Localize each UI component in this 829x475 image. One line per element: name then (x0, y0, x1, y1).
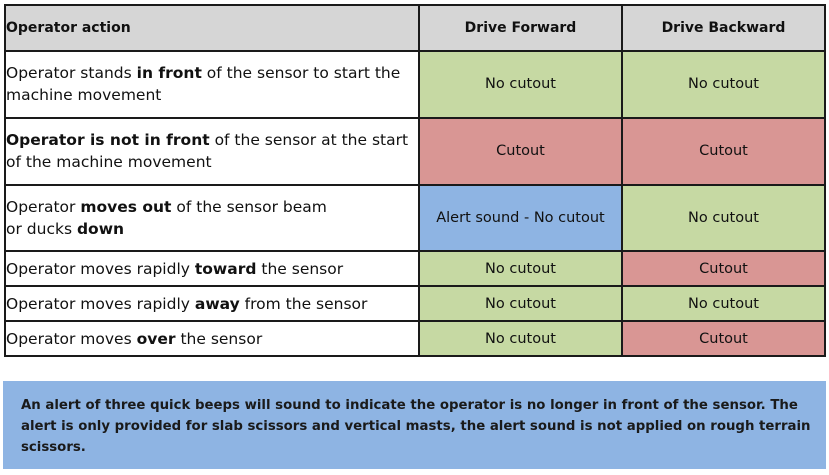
forward-result-cell: No cutout (419, 321, 622, 356)
table-row (5, 185, 825, 252)
action-bold-text: over (136, 329, 176, 348)
header-operator-action: Operator action (5, 5, 419, 51)
action-bold-text: Operator is not in front (6, 131, 210, 150)
alert-note-box (3, 381, 826, 469)
row-action-moves-out (5, 185, 419, 252)
operator-action-table (4, 4, 826, 357)
table-row (5, 118, 825, 185)
action-bold-text: in front (136, 64, 202, 83)
action-bold-text: down (76, 219, 125, 238)
action-text: Operator stands (6, 64, 137, 83)
action-bold-text: away (194, 294, 240, 313)
backward-result-cell: No cutout (622, 51, 825, 118)
action-text: Operator (6, 197, 81, 216)
operator-action-table-container (4, 4, 824, 357)
action-bold-text: moves out (80, 197, 172, 216)
action-bold-text: toward (194, 259, 257, 278)
row-action-stands-in-front (5, 51, 419, 118)
table-row (5, 286, 825, 321)
table-row (5, 321, 825, 356)
backward-result-cell: No cutout (622, 286, 825, 321)
forward-result-cell: Alert sound - No cutout (419, 185, 622, 252)
forward-result-cell: No cutout (419, 251, 622, 286)
row-action-not-in-front (5, 118, 419, 185)
header-drive-forward: Drive Forward (419, 5, 622, 51)
alert-note-text: An alert of three quick beeps will sound to indicate the operator is no longer in front of the sensor. The alert is only provided for slab scissors and vertical masts, the alert sound is not applied on rough terrain scissors. (21, 398, 811, 455)
action-text: of the sensor beam (171, 197, 327, 216)
table-row (5, 51, 825, 118)
header-drive-backward: Drive Backward (622, 5, 825, 51)
table-row (5, 251, 825, 286)
action-text: the sensor (175, 329, 263, 348)
table-header-row (5, 5, 825, 51)
row-action-moves-away (5, 286, 419, 321)
action-text: of the sensor to start the machine movement (6, 64, 401, 105)
action-text: of the sensor at the start of the machine movement (6, 131, 409, 172)
row-action-moves-toward (5, 251, 419, 286)
action-text: Operator moves rapidly (6, 259, 195, 278)
backward-result-cell: No cutout (622, 185, 825, 252)
backward-result-cell: Cutout (622, 118, 825, 185)
row-action-moves-over (5, 321, 419, 356)
action-text: Operator moves (6, 329, 137, 348)
backward-result-cell: Cutout (622, 251, 825, 286)
action-text: Operator moves rapidly (6, 294, 195, 313)
forward-result-cell: No cutout (419, 51, 622, 118)
backward-result-cell: Cutout (622, 321, 825, 356)
forward-result-cell: No cutout (419, 286, 622, 321)
forward-result-cell: Cutout (419, 118, 622, 185)
action-text: or ducks (6, 219, 77, 238)
action-text: from the sensor (239, 294, 368, 313)
action-text: the sensor (256, 259, 344, 278)
